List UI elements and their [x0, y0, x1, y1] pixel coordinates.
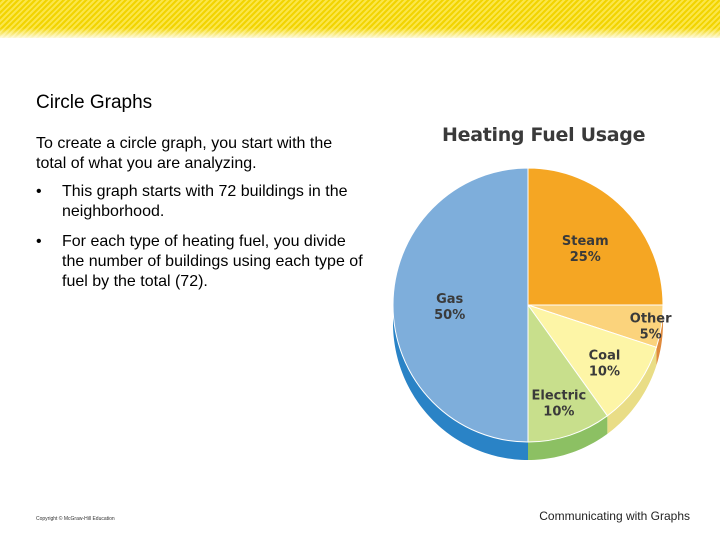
copyright-text: Copyright © McGraw-Hill Education	[36, 516, 115, 522]
footer-section-label: Communicating with Graphs	[539, 509, 690, 523]
chart-title: Heating Fuel Usage	[442, 124, 646, 146]
bullet-item	[36, 182, 366, 222]
bullet-marker: •	[36, 183, 42, 200]
pie-label-other: Other 5%	[629, 311, 672, 343]
top-band-fade	[0, 28, 720, 40]
bullet-text: This graph starts with 72 buildings in the neighborhood.	[62, 183, 348, 220]
pie-chart	[380, 155, 680, 475]
bullet-marker: •	[36, 233, 42, 250]
pie-label-gas: Gas 50%	[434, 292, 466, 323]
pie-label-coal: Coal 10%	[588, 348, 621, 380]
bullet-item	[36, 232, 366, 292]
slide-title: Circle Graphs	[36, 92, 153, 113]
pie-label-steam: Steam 25%	[561, 233, 609, 265]
pie-label-electric: Electric 10%	[531, 388, 587, 420]
intro-text: To create a circle graph, you start with the total of what you are analyzing.	[36, 135, 333, 172]
bullet-list	[36, 182, 366, 302]
bullet-text: For each type of heating fuel, you divide the number of buildings using each type of fuel by the total (72).	[62, 233, 363, 290]
